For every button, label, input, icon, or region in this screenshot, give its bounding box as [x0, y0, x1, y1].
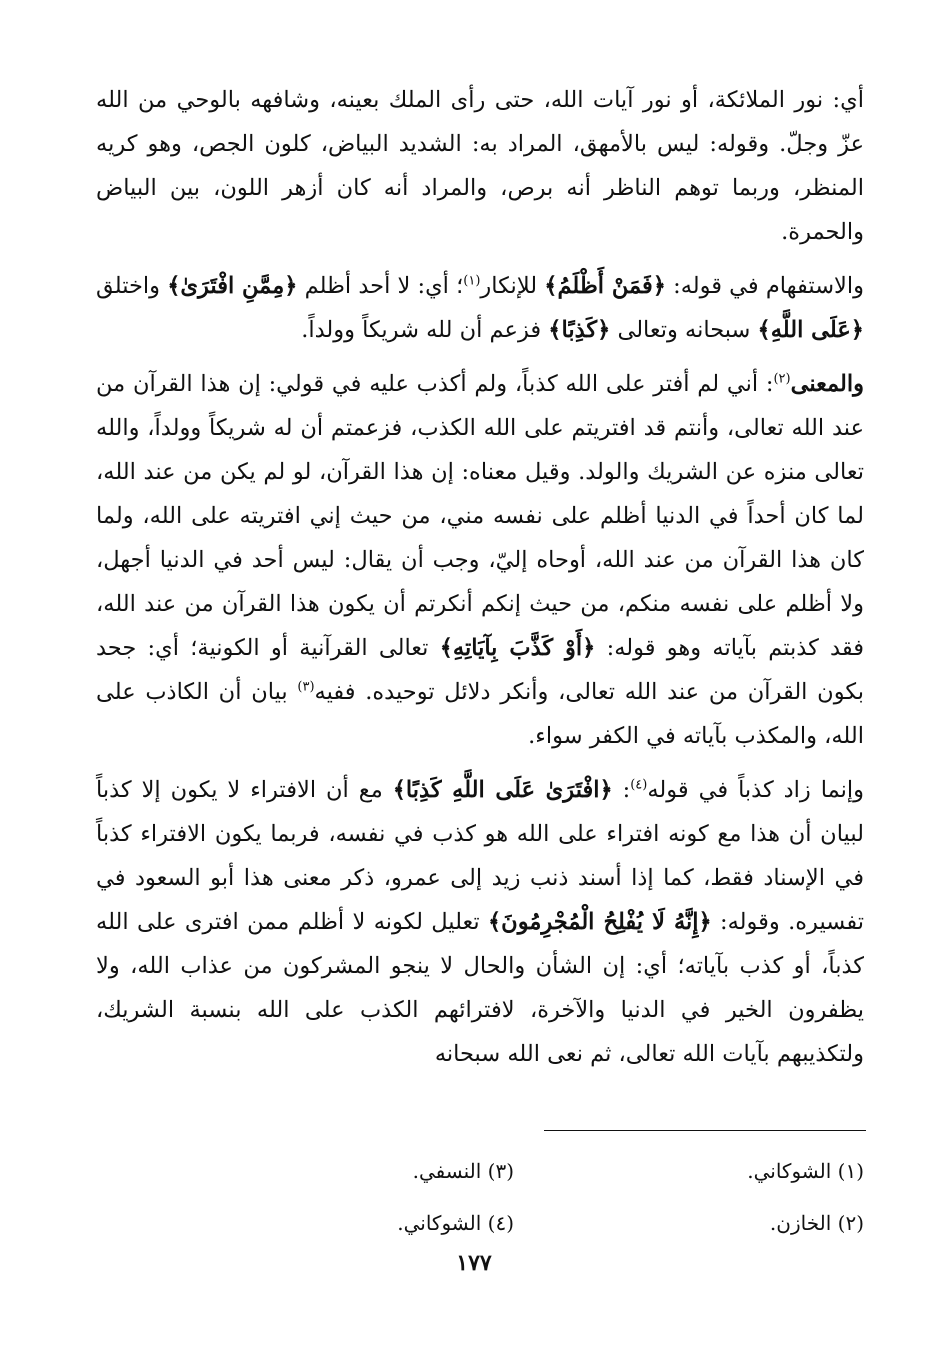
footnote-ref-1: (١) — [463, 273, 481, 289]
p4-text-b: : — [612, 777, 631, 803]
footnote-ref-3: (٣) — [297, 679, 315, 695]
footnotes — [164, 1145, 864, 1249]
paragraph-3 — [96, 362, 864, 758]
footnote-4: (٤) الشوكاني. — [397, 1211, 514, 1235]
p4-text-d: تعليل لكونه لا أظلم ممن افترى على الله كذباً، أو كذب بآياته؛ أي: إن الشأن والحال لا ينجو المشركون من عذاب الله، ولا يظفرون الخير في الدنيا والآخرة، لافترائهم الكذب على الله بنسبة الشريك، ولتكذيبهم بآيات الله تعالى، ثم نعى الله سبحانه — [96, 909, 864, 1067]
page-number: ١٧٧ — [456, 1250, 492, 1276]
quran-quote: ﴿أَوْ كَذَّبَ بِآيَاتِهِ﴾ — [439, 635, 596, 661]
p2-text-c: ؛ أي: لا أحد أظلم — [297, 273, 464, 299]
quran-quote: ﴿عَلَى اللَّهِ﴾ — [757, 317, 864, 343]
quran-quote: ﴿فَمَنْ أَظْلَمُ﴾ — [544, 273, 666, 299]
quran-quote: ﴿افْتَرَىٰ عَلَى اللَّهِ كَذِبًا﴾ — [392, 777, 613, 803]
page-body — [96, 78, 864, 1076]
p3-text-a: : أني لم أفتر على الله كذباً، ولم أكذب عليه في قولي: إن هذا القرآن من عند الله تعالى، وأنتم قد افتريتم على الله الكذب، فزعمتم أن له شريكاً وولداً، والله تعالى منزه عن الشريك والولد. وقيل معناه: إن هذا القرآن، لو لم يكن من عند الله، لما كان أحداً في الدنيا أظلم على نفسه مني، من حيث إني افتريته على الله، ولما كان هذا القرآن من عند الله، أوحاه إليّ، وجب أن يقال: ليس أحد في الدنيا أجهل، ولا أظلم على نفسه منكم، من حيث إنكم أنكرتم أن يكون هذا القرآن من عند الله، فقد كذبتم بآياته وهو قوله: — [96, 371, 864, 661]
paragraph-4 — [96, 768, 864, 1076]
p2-text-a: والاستفهام في قوله: — [665, 273, 864, 299]
p2-text-b: للإنكار — [480, 273, 545, 299]
footnote-1: (١) الشوكاني. — [747, 1159, 864, 1183]
p3-text-c: بيان أن الكاذب على الله، والمكذب بآياته في الكفر سواء. — [96, 679, 864, 749]
footnote-3: (٣) النسفي. — [412, 1159, 514, 1183]
paragraph-1 — [96, 78, 864, 254]
p3-text-b: تعالى القرآنية أو الكونية؛ أي: جحد بكون القرآن من عند الله تعالى، وأنكر دلائل توحيده. ففيه — [96, 635, 865, 705]
quran-quote: ﴿كَذِبًا﴾ — [548, 317, 611, 343]
footnote-2: (٢) الخازن. — [769, 1211, 864, 1235]
paragraph-1-text: أي: نور الملائكة، أو نور آيات الله، حتى رأى الملك بعينه، وشافهه بالوحي من الله عزّ وجلّ. وقوله: ليس بالأمهق، المراد به: الشديد البياض، كلون الجص، وهو كريه المنظر، وربما توهم الناظر أنه برص، والمراد أنه كان أزهر اللون، بين البياض والحمرة. — [96, 87, 864, 245]
p2-text-d: واختلق — [96, 273, 168, 299]
footnote-ref-2: (٢) — [773, 371, 791, 387]
p4-text-a: وإنما زاد كذباً في قوله — [647, 777, 864, 803]
p2-text-f: فزعم أن لله شريكاً وولداً. — [301, 317, 549, 343]
footnote-row — [164, 1145, 864, 1197]
p3-lead-word: والمعنى — [790, 371, 864, 397]
p2-text-e: سبحانه وتعالى — [610, 317, 758, 343]
p4-text-c: مع أن الافتراء لا يكون إلا كذباً لبيان أن هذا مع كونه افتراء على الله هو كذب في نفسه، فربما يكون الافتراء كذباً في الإسناد فقط، كما إذا أسند ذنب زيد إلى عمرو، ذكر معنى هذا أبو السعود في تفسيره. وقوله: — [96, 777, 864, 935]
footnote-row — [164, 1197, 864, 1249]
quran-quote: ﴿مِمَّنِ افْتَرَىٰ﴾ — [167, 273, 298, 299]
footnote-divider — [544, 1130, 866, 1131]
paragraph-2 — [96, 264, 864, 352]
quran-quote: ﴿إِنَّهُ لَا يُفْلِحُ الْمُجْرِمُونَ﴾ — [488, 909, 712, 935]
footnote-ref-4: (٤) — [630, 777, 648, 793]
